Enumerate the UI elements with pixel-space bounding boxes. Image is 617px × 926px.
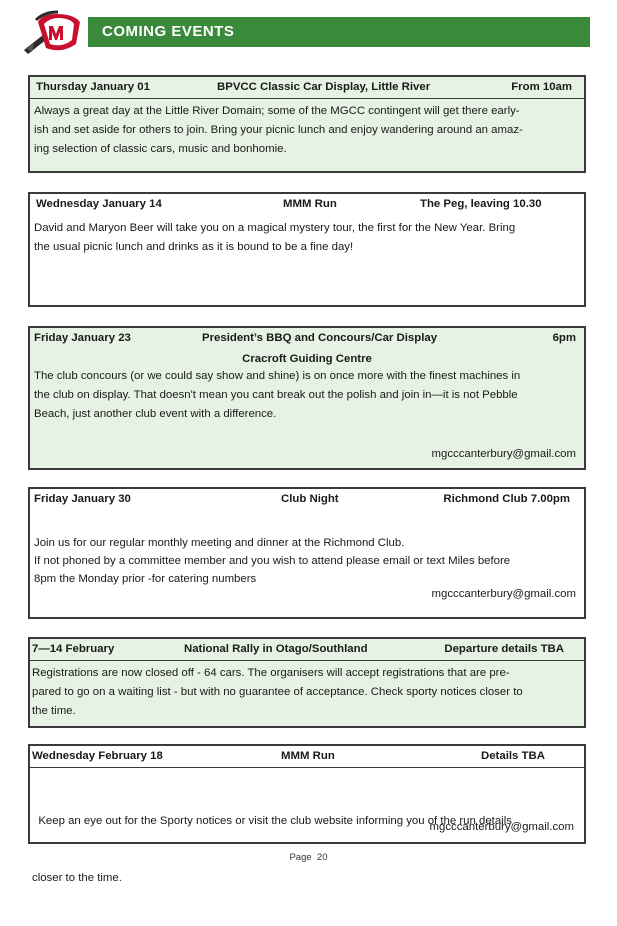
event-date: Thursday January 01 (36, 81, 150, 93)
event-header (30, 746, 584, 768)
event-time: Richmond Club 7.00pm (443, 493, 570, 505)
event-card (28, 637, 586, 728)
contact-email: mgcccanterbury@gmail.com (431, 448, 576, 460)
club-logo (22, 10, 84, 56)
event-header (30, 194, 584, 215)
event-title: MMM Run (283, 198, 337, 210)
description-line: Join us for our regular monthly meeting and dinner at the Richmond Club. (34, 537, 405, 549)
description-line: 8pm the Monday prior -for catering numbers (34, 573, 257, 585)
event-time: Details TBA (481, 750, 545, 762)
event-date: Wednesday February 18 (32, 750, 163, 762)
description-line: Always a great day at the Little River Domain; some of the MGCC contingent will get there early- (34, 105, 520, 117)
event-header (30, 489, 584, 510)
event-time: Departure details TBA (444, 643, 564, 655)
event-header (30, 328, 584, 349)
event-date: 7—14 February (32, 643, 115, 655)
event-card (28, 192, 586, 307)
event-date: Friday January 30 (34, 493, 131, 505)
event-title: MMM Run (281, 750, 335, 762)
event-date: Friday January 23 (34, 332, 131, 344)
section-title: COMING EVENTS (102, 23, 235, 40)
description-line: Keep an eye out for the Sporty notices or visit the club website informing you of the run details (32, 815, 512, 827)
event-description (30, 510, 584, 588)
event-description (30, 367, 584, 424)
event-description (30, 215, 584, 257)
event-card (28, 326, 586, 470)
contact-email: mgcccanterbury@gmail.com (431, 588, 576, 600)
description-line: David and Maryon Beer will take you on a magical mystery tour, the first for the New Year. Bring (34, 222, 516, 234)
event-time: From 10am (511, 81, 572, 93)
description-line: ish and set aside for others to join. Bring your picnic lunch and enjoy wandering around an amaz- (34, 124, 523, 136)
event-title: President’s BBQ and Concours/Car Display (202, 332, 438, 344)
page-number: Page 20 (289, 852, 328, 863)
description-line: pared to go on a waiting list - but with no guarantee of acceptance. Check sporty notices closer to (32, 686, 523, 698)
event-header (30, 77, 584, 99)
description-line: the time. (32, 705, 76, 717)
event-time: The Peg, leaving 10.30 (420, 198, 542, 210)
event-title: Club Night (281, 493, 339, 505)
event-date: Wednesday January 14 (36, 198, 162, 210)
event-description (30, 99, 584, 159)
event-description (30, 661, 584, 721)
description-line: Beach, just another club event with a difference. (34, 408, 277, 420)
event-subtitle: Cracroft Guiding Centre (242, 353, 372, 365)
event-description (30, 768, 584, 926)
description-line: If not phoned by a committee member and you wish to attend please email or text Miles before (34, 555, 511, 567)
contact-email: mgcccanterbury@gmail.com (429, 821, 574, 833)
event-title: BPVCC Classic Car Display, Little River (217, 81, 431, 93)
description-line: The club concours (or we could say show and shine) is on once more with the finest machines in (34, 370, 521, 382)
description-line: ing selection of classic cars, music and bonhomie. (34, 143, 287, 155)
event-card (28, 487, 586, 619)
event-header (30, 639, 584, 661)
event-card (28, 75, 586, 173)
event-title: National Rally in Otago/Southland (184, 643, 368, 655)
description-line: the usual picnic lunch and drinks as it is bound to be a fine day! (34, 241, 354, 253)
description-line: the club on display. That doesn't mean you cant break out the polish and join in—it is not Pebble (34, 389, 518, 401)
description-line: closer to the time. (32, 872, 122, 884)
event-time: 6pm (552, 332, 576, 344)
description-line: Registrations are now closed off - 64 cars. The organisers will accept registrations that are pre- (32, 667, 510, 679)
section-header (88, 17, 590, 47)
